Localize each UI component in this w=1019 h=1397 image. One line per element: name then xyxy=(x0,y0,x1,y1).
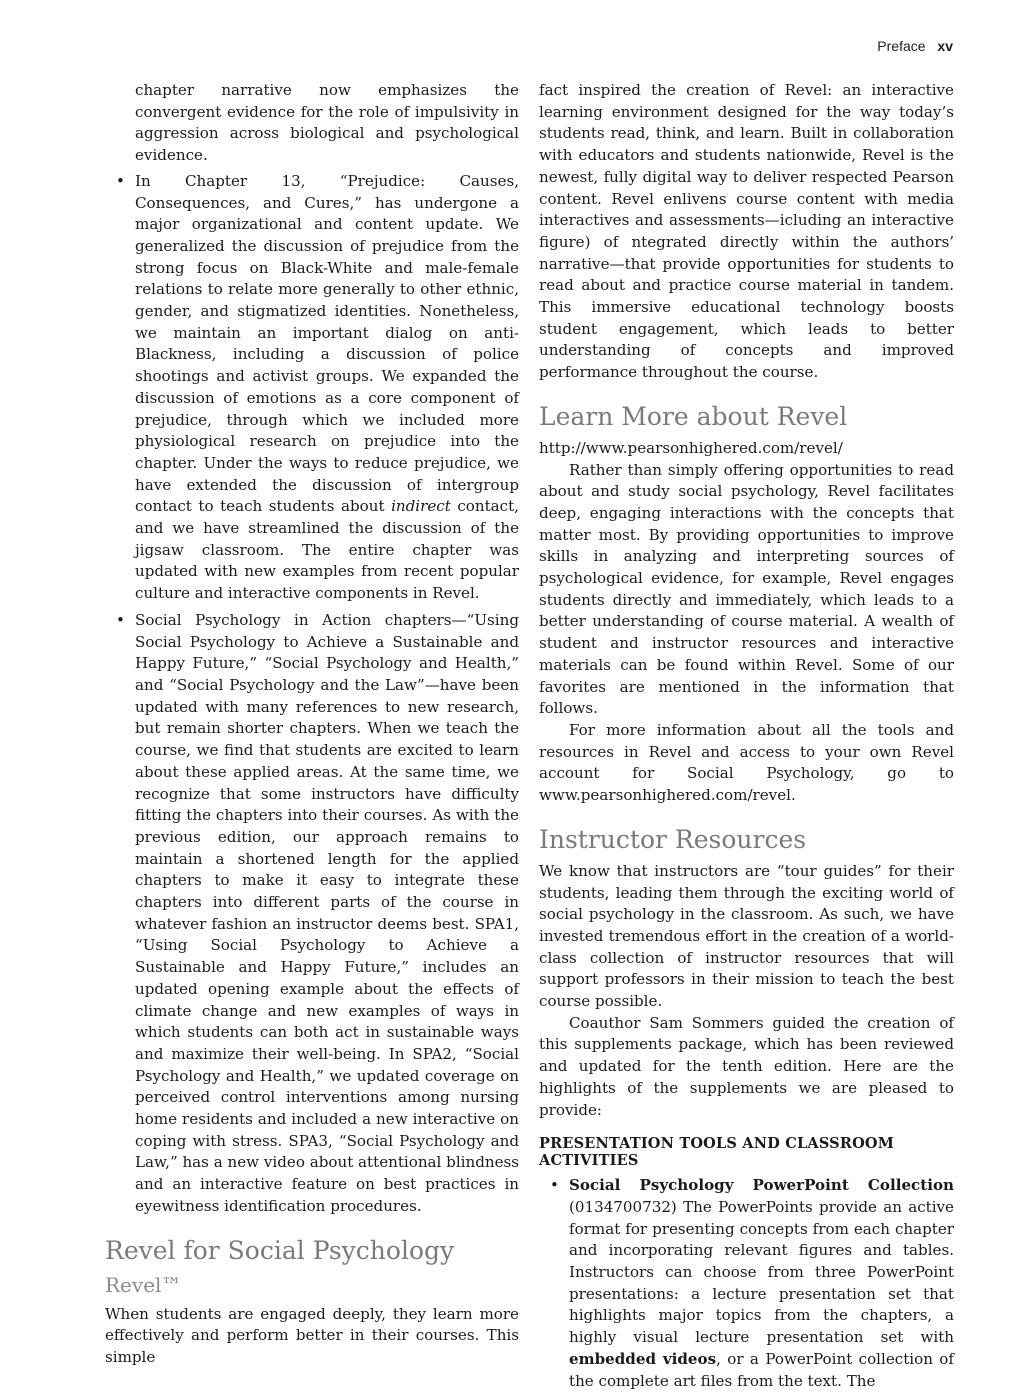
learn-more-paragraph-1: Rather than simply offering opportunities to read about and study social psychology, Revel facilitates deep, engaging interactions with the concepts that matter most. By providing opportunities to improve skills in analyzing and interpreting sources of psychological evidence, for example, Revel engages students directly and immediately, which leads to a better understanding of course material. A wealth of student and instructor resources and interactive materials can be found within Revel. Some of our favorites are mentioned in the information that follows. xyxy=(539,460,954,718)
bullet1-italic: indirect xyxy=(391,497,451,516)
instructor-paragraph-2: Coauthor Sam Sommers guided the creation of this supplements package, which has been reviewed and updated for the tenth edition. Here are the highlights of the supplements we are pleased to provide: xyxy=(539,1013,954,1119)
bullet-list xyxy=(105,171,519,1218)
powerpoint-isbn: (0134700732) xyxy=(569,1197,677,1216)
powerpoint-desc-a: The PowerPoints provide an active format for presenting concepts from each chapter and incorporating relevant figures and tables. Instructors can choose from three PowerPoint presentations: a lecture presentation set that highlights major topics from the chapters, a highly visual lecture presentation set with xyxy=(569,1197,954,1347)
bullet1-text-a: In Chapter 13, “Prejudice: Causes, Consequences, and Cures,” has undergone a major organizational and content update. We generalized the discussion of prejudice from the strong focus on Black-White and male-female relations to relate more generally to other ethnic, gender, and stigmatized identities. Nonetheless, we maintain an important dialog on anti-Blackness, including a discussion of police shootings and activist groups. We expanded the discussion of emotions as a core component of prejudice, through which we included more physiological research on prejudice into the chapter. Under the ways to reduce prejudice, we have extended the discussion of intergroup contact to teach students about xyxy=(135,171,519,516)
powerpoint-bold: embedded videos xyxy=(569,1349,717,1368)
instructor-paragraph-1: We know that instructors are “tour guides” for their students, leading them through the exciting world of social psychology in the classroom. As such, we have invested tremendous effort in the creation of a world-class collection of instructor resources that will support professors in their mission to teach the best course possible. xyxy=(539,861,954,1011)
bullet-item-chapter-13 xyxy=(105,171,519,605)
bullet1-text-b: contact, and we have streamlined the discussion of the jigsaw classroom. The entire chapter was updated with new examples from recent popular culture and interactive components in Revel. xyxy=(135,497,519,603)
learn-more-paragraph-2: For more information about all the tools and resources in Revel and access to your own Revel account for Social Psychology, go to www.pearsonhighered.com/revel. xyxy=(539,720,954,805)
instructor-resources-heading: Instructor Resources xyxy=(539,824,807,854)
revel-heading: Revel for Social Psychology xyxy=(105,1235,455,1265)
lead-paragraph: chapter narrative now emphasizes the convergent evidence for the role of impulsivity in aggression across biological and psychological evidence. xyxy=(135,81,519,165)
bullet-item-powerpoint xyxy=(539,1175,954,1392)
left-column xyxy=(105,80,519,1369)
bullet-item-spa-chapters xyxy=(105,610,519,1218)
bullet-text xyxy=(135,171,519,605)
revel-subheading: Revel™ xyxy=(105,1272,182,1297)
powerpoint-title: Social Psychology PowerPoint Collection xyxy=(569,1176,954,1195)
right-column xyxy=(539,80,954,1397)
learn-more-heading: Learn More about Revel xyxy=(539,401,848,431)
page-number: xv xyxy=(937,38,953,54)
bullet2-text: • Social Psychology in Action chapters—“Using Social Psychology to Achieve a Sustainable and Happy Future,” “Social Psychology and Health,” and “Social Psychology and the Law”—have been updated with many references to new research, but remain shorter chapters. When we teach the course, we find that students are excited to learn about these applied areas. At the same time, we recognize that some instructors have difficulty fitting the chapters into their courses. As with the previous edition, our approach remains to maintain a shortened length for the applied chapters to make it easy to integrate these chapters into different parts of the course in whatever fashion an instructor deems best. SPA1, “Using Social Psychology to Achieve a Sustainable and Happy Future,” includes an updated opening example about the effects of climate change and new examples of ways in which students can both act in sustainable ways and maximize their well-being. In SPA2, “Social Psychology and Health,” we updated coverage on perceived control interventions among nursing home residents and included a new interactive on coping with stress. SPA3, “Social Psychology and Law,” has a new video about attentional blindness and an interactive feature on best practices in eyewitness identification procedures. xyxy=(135,610,520,1215)
revel-paragraph: When students are engaged deeply, they learn more effectively and perform better in their courses. This simple xyxy=(105,1304,519,1366)
powerpoint-text xyxy=(569,1175,954,1392)
powerpoint-desc-b: , or a PowerPoint collection of the complete art files from the text. The xyxy=(569,1349,954,1390)
running-head xyxy=(877,38,953,54)
presentation-tools-heading: PRESENTATION TOOLS AND CLASSROOM ACTIVITIES xyxy=(539,1135,895,1170)
running-head-label: Preface xyxy=(877,38,926,54)
revel-url-link[interactable]: http://www.pearsonhighered.com/revel/ xyxy=(539,438,843,457)
continued-paragraph: fact inspired the creation of Revel: an interactive learning environment designed for the way today’s students read, think, and learn. Built in collaboration with educators and students nationwide, Revel is the newest, fully digital way to deliver respected Pearson content. Revel enlivens course content with media interactives and assessments—icluding an interactive figure) of ntegrated directly within the authors’ narrative—that provide opportunities for students to read about and practice course material in tandem. This immersive educational technology boosts student engagement, which leads to better understanding of concepts and improved performance throughout the course. xyxy=(539,81,954,382)
supplements-list xyxy=(539,1175,954,1392)
